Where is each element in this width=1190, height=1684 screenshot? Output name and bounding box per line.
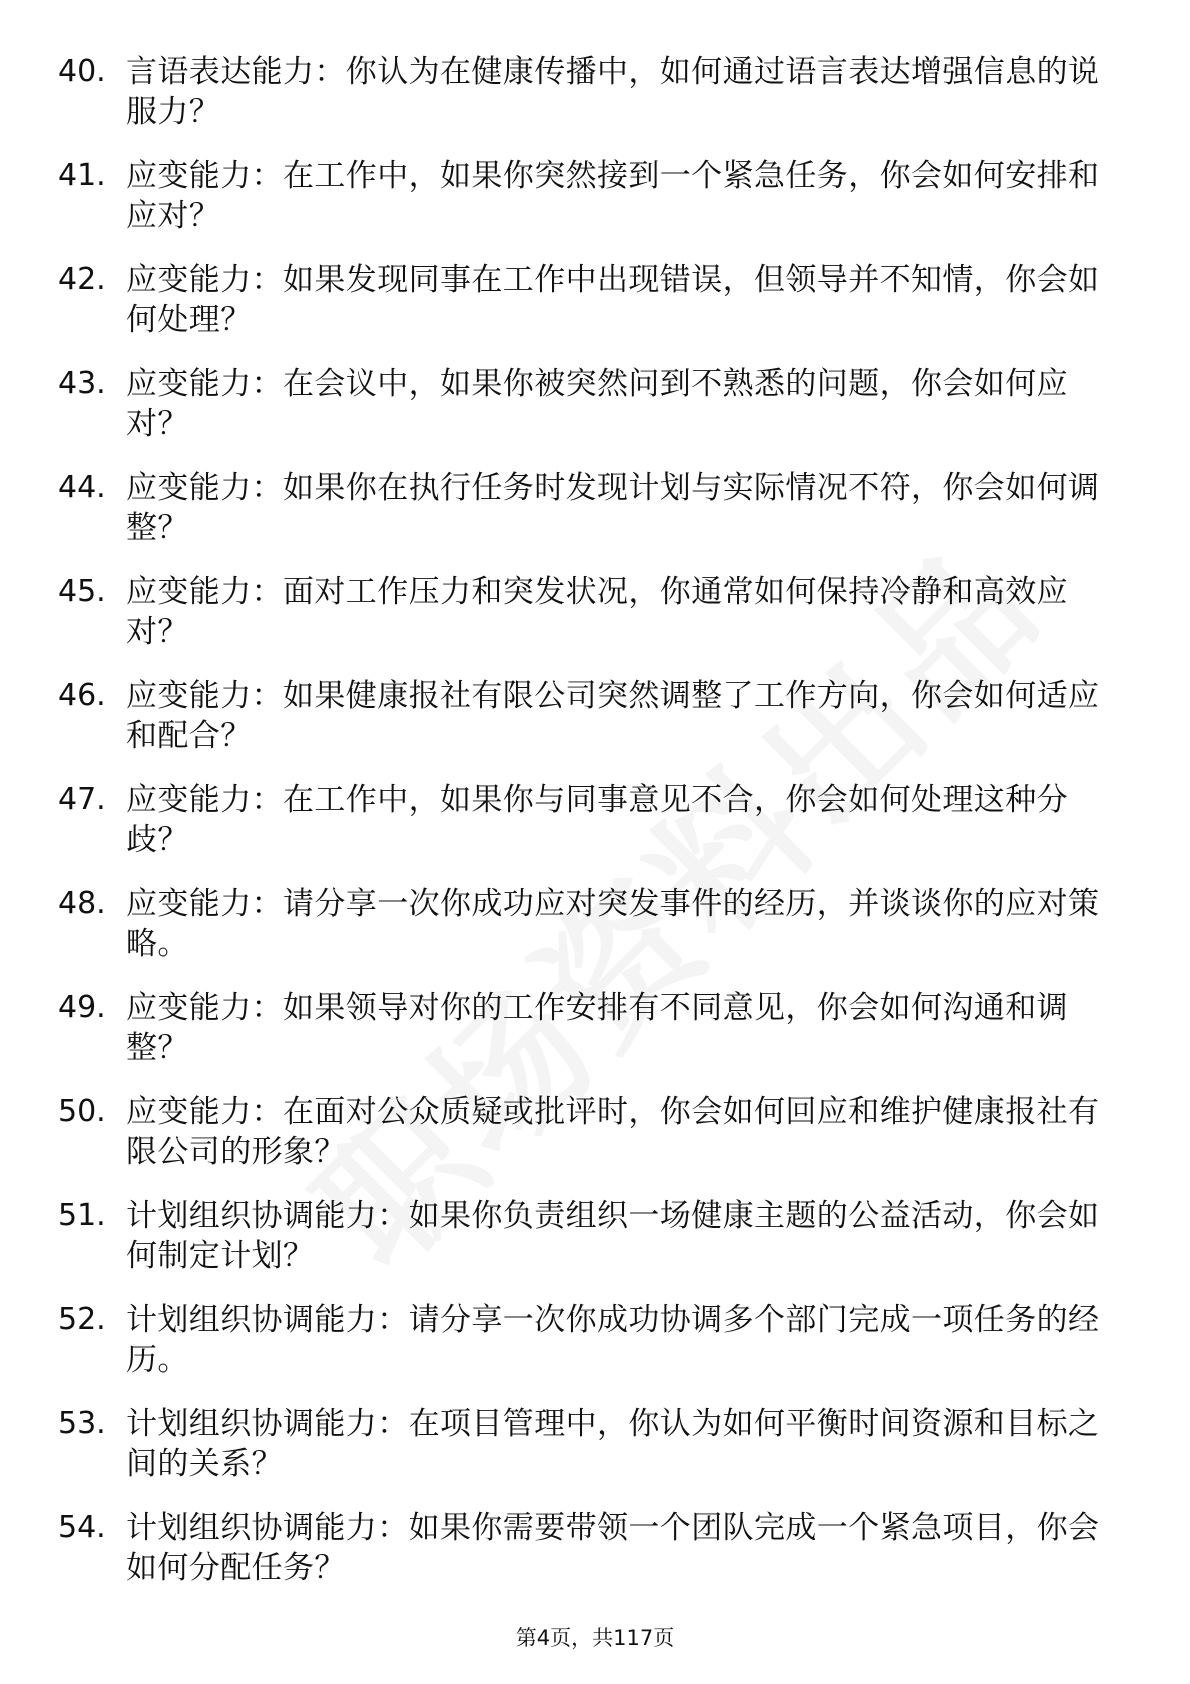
question-text: 应变能力：如果领导对你的工作安排有不同意见，你会如何沟通和调整？ <box>126 990 1068 1066</box>
question-number: 51. <box>58 1198 106 1233</box>
question-number: 44. <box>58 470 106 505</box>
list-item <box>0 1092 1190 1196</box>
list-item <box>0 572 1190 676</box>
list-item <box>0 52 1190 156</box>
list-item <box>0 156 1190 260</box>
list-item <box>0 1404 1190 1508</box>
question-number: 50. <box>58 1094 106 1129</box>
question-number: 43. <box>58 366 106 401</box>
page-number: 第4页，共117页 <box>515 1626 675 1650</box>
list-item <box>0 468 1190 572</box>
question-text: 应变能力：请分享一次你成功应对突发事件的经历，并谈谈你的应对策略。 <box>126 886 1100 962</box>
question-text: 计划组织协调能力：如果你需要带领一个团队完成一个紧急项目，你会如何分配任务？ <box>126 1510 1100 1586</box>
list-item <box>0 1300 1190 1404</box>
question-text: 应变能力：在工作中，如果你突然接到一个紧急任务，你会如何安排和应对？ <box>126 158 1100 234</box>
question-number: 45. <box>58 574 106 609</box>
question-text: 计划组织协调能力：在项目管理中，你认为如何平衡时间资源和目标之间的关系？ <box>126 1406 1100 1482</box>
list-item <box>0 988 1190 1092</box>
question-number: 53. <box>58 1406 106 1441</box>
question-text: 应变能力：在面对公众质疑或批评时，你会如何回应和维护健康报社有限公司的形象？ <box>126 1094 1100 1170</box>
list-item <box>0 364 1190 468</box>
question-list <box>0 52 1190 1612</box>
question-number: 48. <box>58 886 106 921</box>
list-item <box>0 676 1190 780</box>
question-text: 应变能力：在会议中，如果你被突然问到不熟悉的问题，你会如何应对？ <box>126 366 1068 442</box>
question-text: 应变能力：如果你在执行任务时发现计划与实际情况不符，你会如何调整？ <box>126 470 1100 546</box>
question-number: 46. <box>58 678 106 713</box>
question-number: 40. <box>58 54 106 89</box>
list-item <box>0 1196 1190 1300</box>
question-text: 计划组织协调能力：请分享一次你成功协调多个部门完成一项任务的经历。 <box>126 1302 1100 1378</box>
question-text: 应变能力：如果发现同事在工作中出现错误，但领导并不知情，你会如何处理？ <box>126 262 1100 338</box>
question-number: 42. <box>58 262 106 297</box>
question-number: 54. <box>58 1510 106 1545</box>
question-number: 49. <box>58 990 106 1025</box>
list-item <box>0 260 1190 364</box>
list-item <box>0 1508 1190 1612</box>
question-text: 应变能力：在工作中，如果你与同事意见不合，你会如何处理这种分歧？ <box>126 782 1068 858</box>
question-number: 41. <box>58 158 106 193</box>
question-number: 47. <box>58 782 106 817</box>
question-text: 应变能力：如果健康报社有限公司突然调整了工作方向，你会如何适应和配合？ <box>126 678 1100 754</box>
list-item <box>0 780 1190 884</box>
question-text: 言语表达能力：你认为在健康传播中，如何通过语言表达增强信息的说服力？ <box>126 54 1100 130</box>
question-text: 应变能力：面对工作压力和突发状况，你通常如何保持冷静和高效应对？ <box>126 574 1068 650</box>
question-text: 计划组织协调能力：如果你负责组织一场健康主题的公益活动，你会如何制定计划？ <box>126 1198 1100 1274</box>
question-number: 52. <box>58 1302 106 1337</box>
list-item <box>0 884 1190 988</box>
